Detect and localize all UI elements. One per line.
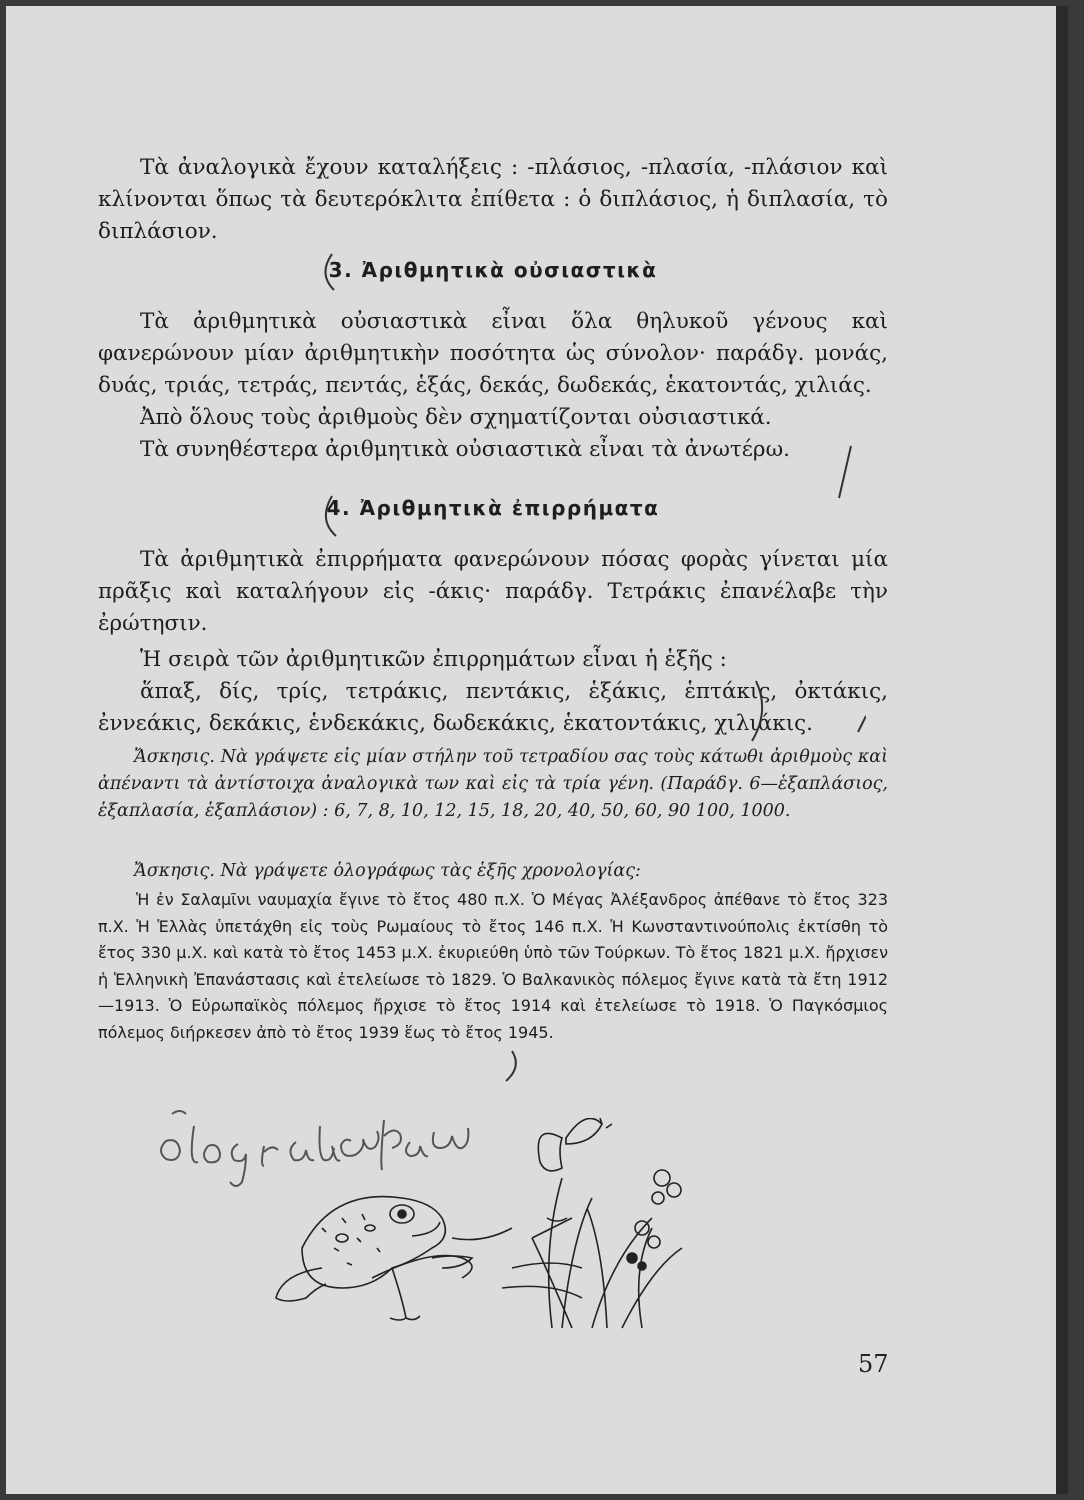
paragraph-numeral-nouns: Τὰ ἀριθμητικὰ οὐσιαστικὰ εἶναι ὅλα θηλυκοῦ γένους καὶ φανερώνουν μίαν ἀριθμητικὴν ποσότητα ὡς σύνολον· παράδγ. μονάς, δυάς, τριάς, τετράς, πεντάς, ἑξάς, δεκάς, δωδεκάς, ἑκατοντάς, χιλιάς. xyxy=(98,309,888,398)
paragraph-numeral-adverbs: Τὰ ἀριθμητικὰ ἐπιρρήματα φανερώνουν πόσας φορὰς γίνεται μία πρᾶξις καὶ καταλήγουν εἰς -άκις· παράδγ. Τετράκις ἐπανέλαβε τὴν ἐρώτησιν. xyxy=(98,547,888,636)
page-number: 57 xyxy=(858,1350,889,1378)
adverb-list: ἅπαξ, δίς, τρίς, τετράκις, πεντάκις, ἑξάκις, ἑπτάκις, ὀκτάκις, ἐννεάκις, δεκάκις, ἑνδεκάκις, δωδεκάκις, ἑκατοντάκις, χιλιάκις. xyxy=(98,679,888,736)
paragraph-not-all-numbers: Ἀπὸ ὅλους τοὺς ἀριθμοὺς δὲν σχηματίζονται οὐσιαστικά. xyxy=(140,405,772,430)
book-page xyxy=(6,6,1068,1494)
exercise-2-body: Ἡ ἐν Σαλαμῖνι ναυμαχία ἔγινε τὸ ἔτος 480 π.Χ. Ὁ Μέγας Ἀλέξανδρος ἀπέθανε τὸ ἔτος 323 π.Χ. Ἡ Ἑλλὰς ὑπετάχθη εἰς τοὺς Ρωμαίους τὸ ἔτος 146 π.Χ. Ἡ Κωνσταντινούπολις ἐκτίσθη τὸ ἔτος 330 μ.Χ. καὶ κατὰ τὸ ἔτος 1453 μ.Χ. ἐκυριεύθη ὑπὸ τῶν Τούρκων. Τὸ ἔτος 1821 μ.Χ. ἤρχισεν ἡ Ἑλληνικὴ Ἐπανάστασις καὶ ἐτελείωσε τὸ 1829. Ὁ Βαλκανικὸς πόλεμος ἔγινε κατὰ τὰ ἔτη 1912—1913. Ὁ Εὐρωπαϊκὸς πόλεμος ἤρχισε τὸ ἔτος 1914 καὶ ἐτελείωσε τὸ 1918. Ὁ Παγκόσμιος πόλεμος διήρκεσεν ἀπὸ τὸ ἔτος 1939 ἕως τὸ ἔτος 1945. xyxy=(98,890,888,1042)
frog-illustration xyxy=(262,1118,722,1338)
exercise-2-title: Ἄσκησις. Νὰ γράψετε ὁλογράφως τὰς ἑξῆς χρονολογίας: xyxy=(134,861,641,881)
paragraph-order: Ἡ σειρὰ τῶν ἀριθμητικῶν ἐπιρρημάτων εἶναι ἡ ἑξῆς : xyxy=(140,647,727,672)
paragraph-endings: Τὰ ἀναλογικὰ ἔχουν καταλήξεις : -πλάσιος, -πλασία, -πλάσιον καὶ κλίνονται ὅπως τὰ δευτερόκλιτα ἐπίθετα : ὁ διπλάσιος, ἡ διπλασία, τὸ διπλάσιον. xyxy=(98,155,888,244)
heading-numeral-nouns: 3. Ἀριθμητικὰ οὐσιαστικὰ xyxy=(328,258,658,282)
heading-numeral-adverbs: 4. Ἀριθμητικὰ ἐπιρρήματα xyxy=(326,496,660,520)
pencil-marks xyxy=(306,206,866,1106)
exercise-1-text: Ἄσκησις. Νὰ γράψετε εἰς μίαν στήλην τοῦ τετραδίου σας τοὺς κάτωθι ἀριθμοὺς καὶ ἀπέναντι τὰ ἀντίστοιχα ἀναλογικὰ των καὶ εἰς τὰ τρία γένη. (Παράδγ. 6—ἑξαπλάσιος, ἑξαπλασία, ἑξαπλάσιον) : 6, 7, 8, 10, 12, 15, 18, 20, 40, 50, 60, 90 100, 1000. xyxy=(98,747,888,821)
paragraph-common-nouns: Τὰ συνηθέστερα ἀριθμητικὰ οὐσιαστικὰ εἶναι τὰ ἀνωτέρω. xyxy=(140,437,790,462)
